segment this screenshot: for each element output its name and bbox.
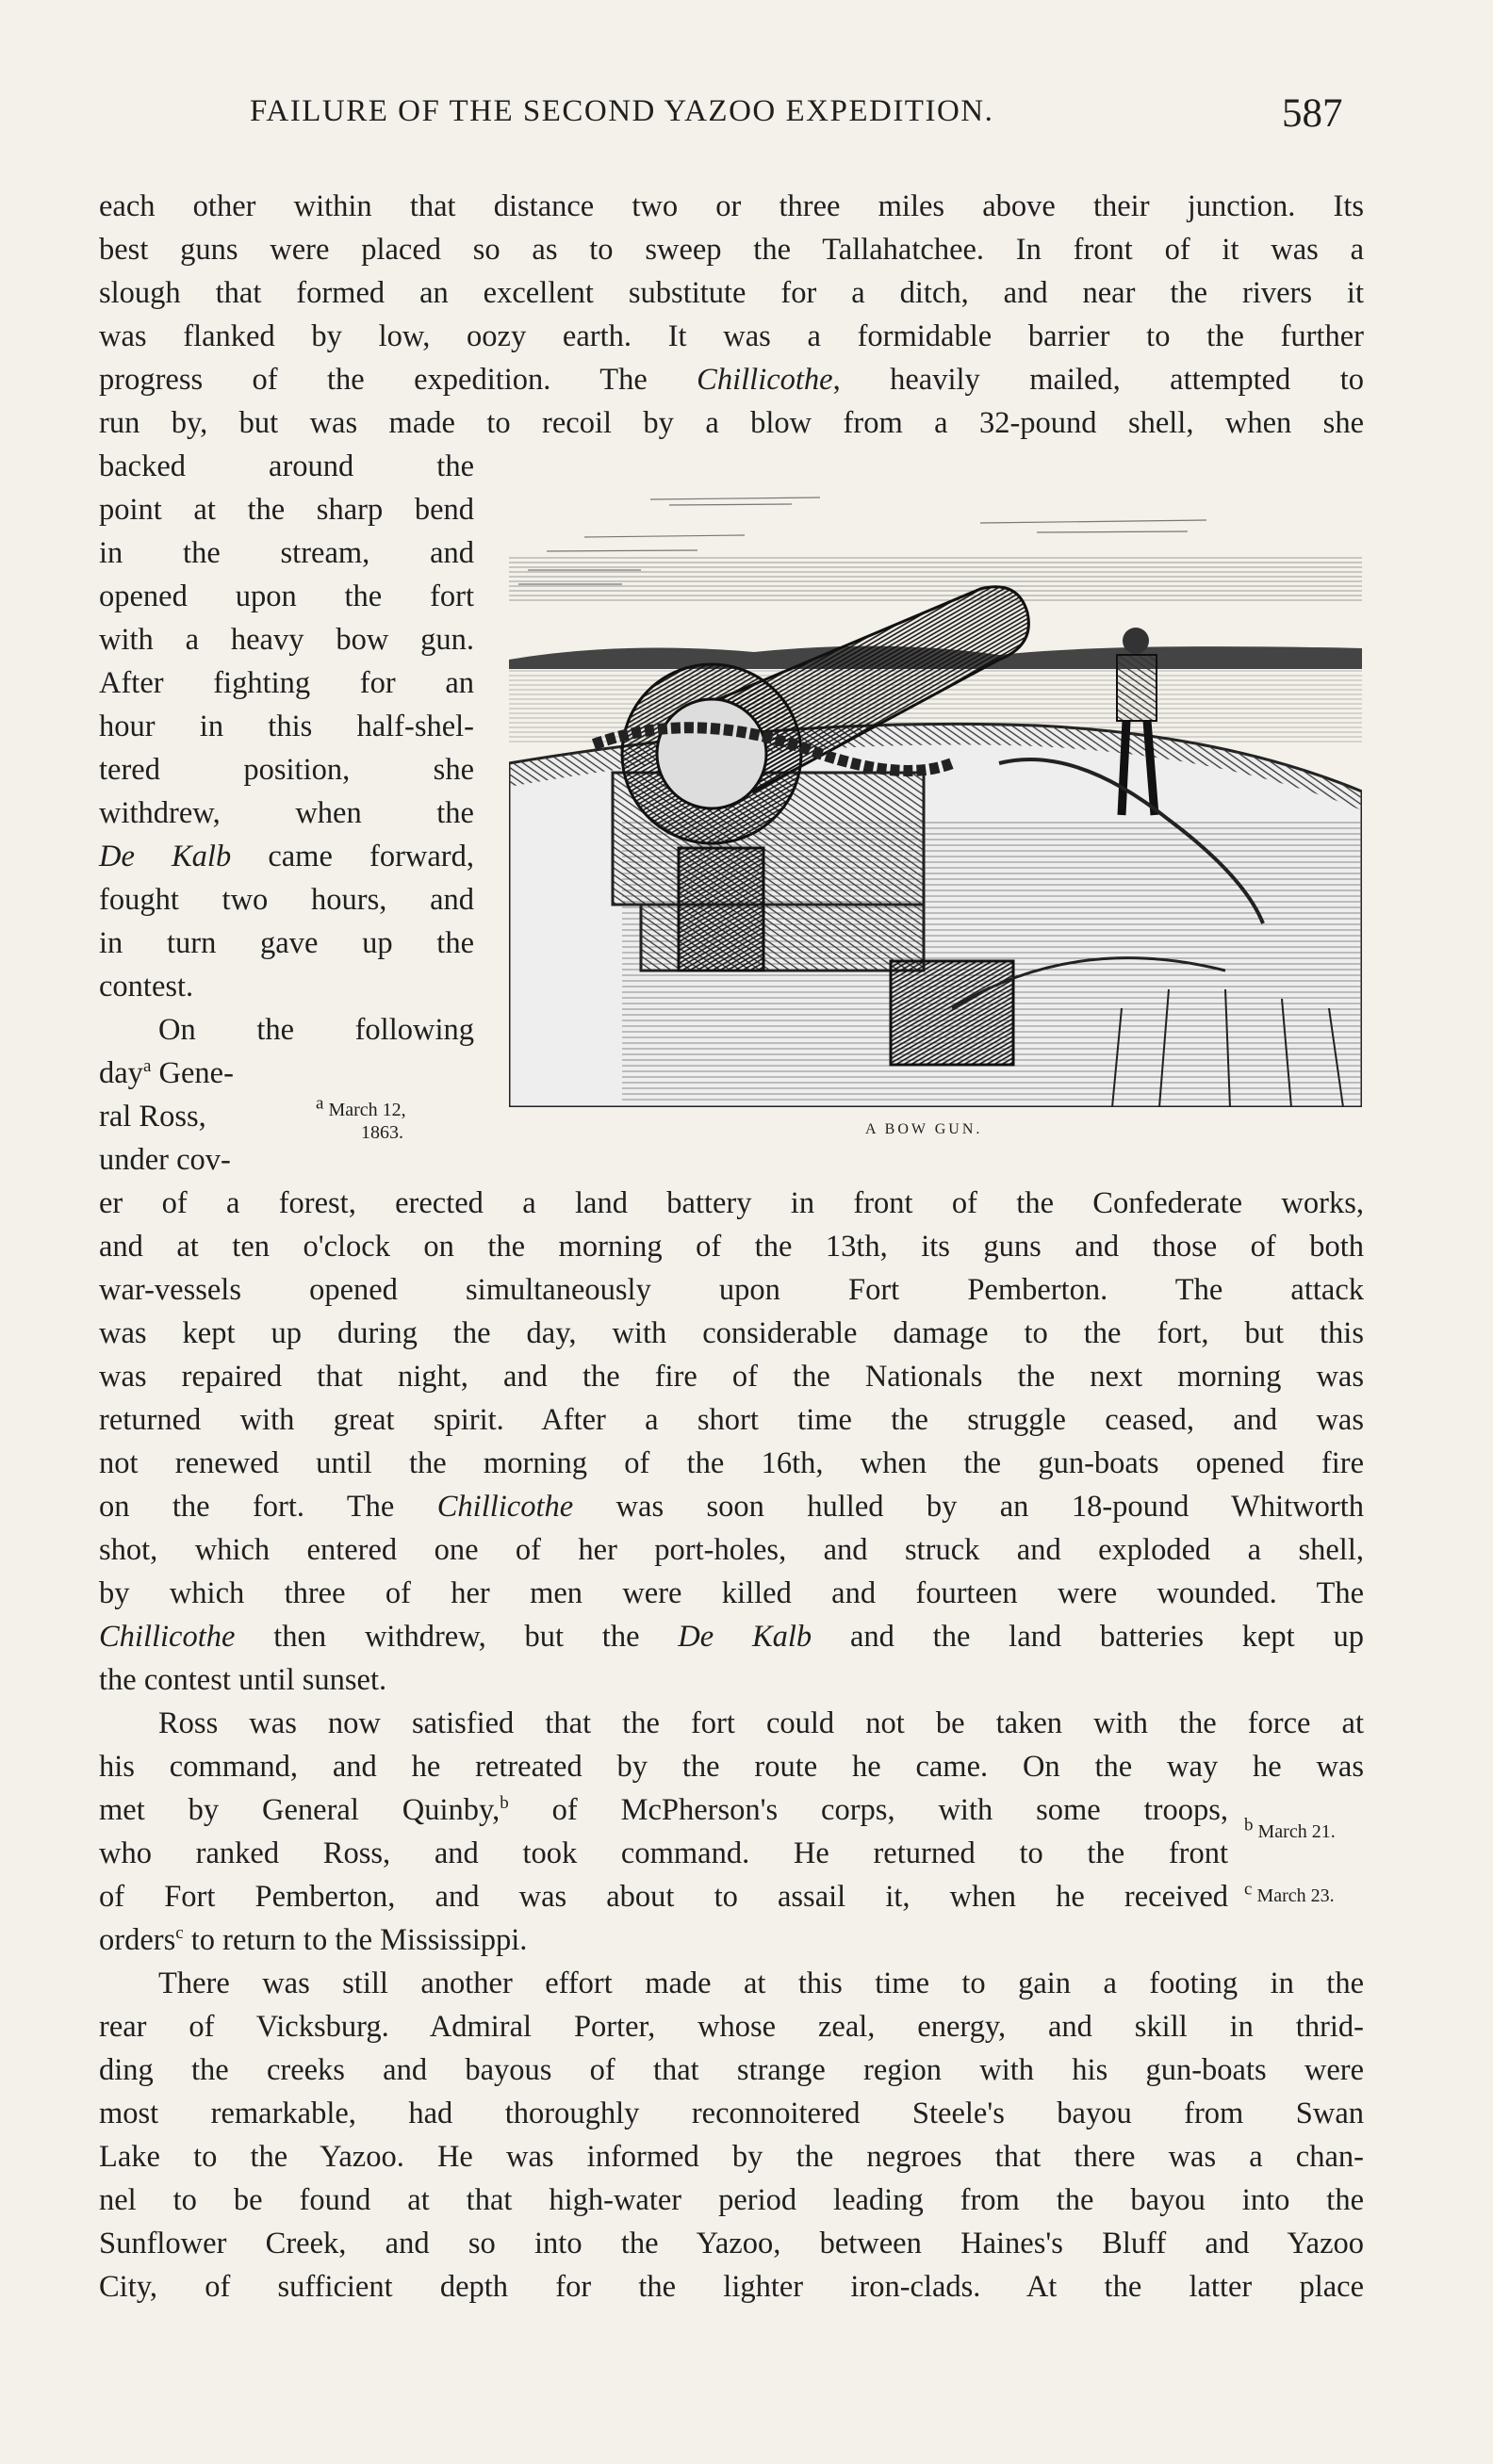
footnote-mark: b [500, 1793, 509, 1814]
margin-note-text: March 21. [1257, 1821, 1336, 1842]
text-line: fought two hours, and [99, 883, 474, 917]
text-line [99, 358, 1364, 401]
ship-name: Chillicothe [436, 1490, 574, 1524]
margin-note-text: 1863. [361, 1122, 403, 1143]
text-run: , heavily mailed, attempted to [832, 363, 1364, 397]
text-line: contest. [99, 970, 194, 1004]
text-line: the contest until sunset. [99, 1663, 387, 1697]
text-line: Ross was now satisfied that the fort could not be taken with the force at [158, 1706, 1364, 1740]
text-line: most remarkable, had thoroughly reconnoitered Steele's bayou from Swan [99, 2097, 1364, 2130]
footnote-mark: c [1244, 1879, 1253, 1900]
text-line: each other within that distance two or three miles above their junction. Its [99, 189, 1364, 223]
bow-gun-illustration [509, 481, 1362, 1107]
text-line: his command, and he retreated by the route he came. On the way he was [99, 1750, 1364, 1784]
ship-name: Chillicothe [697, 363, 833, 397]
text-line: was kept up during the day, with considerable damage to the fort, but this [99, 1316, 1364, 1350]
text-line: best guns were placed so as to sweep the Tallahatchee. In front of it was a [99, 233, 1364, 267]
ship-name: De Kalb [678, 1620, 812, 1654]
text-line: in the stream, and [99, 536, 474, 570]
text-run: orders [99, 1923, 176, 1957]
ship-name: Chillicothe [99, 1620, 236, 1654]
text-line: hour in this half-shel- [99, 710, 474, 743]
text-line [99, 1052, 325, 1095]
page-number: 587 [1282, 91, 1343, 136]
footnote-mark: b [1244, 1815, 1254, 1836]
text-run: on the fort. The [99, 1490, 395, 1524]
text-line [99, 1615, 1364, 1658]
text-line: under cov- [99, 1143, 231, 1177]
text-line: tered position, she [99, 753, 474, 787]
text-line: and at ten o'clock on the morning of the 13th, its guns and those of both [99, 1230, 1364, 1264]
footnote-mark: c [175, 1923, 184, 1944]
text-line: rear of Vicksburg. Admiral Porter, whose zeal, energy, and skill in thrid- [99, 2010, 1364, 2044]
margin-note-date [1244, 1879, 1335, 1907]
margin-note-text: March 12, [328, 1100, 406, 1120]
text-run: met by General Quinby, [99, 1793, 500, 1827]
text-line: in turn gave up the [99, 926, 474, 960]
text-run: then withdrew, but the [235, 1620, 640, 1654]
text-line: who ranked Ross, and took command. He returned to the front [99, 1836, 1228, 1870]
text-line: slough that formed an excellent substitute for a ditch, and near the rivers it [99, 276, 1364, 310]
text-line: There was still another effort made at this time to gain a footing in the [158, 1966, 1364, 2000]
text-line: backed around the [99, 449, 474, 483]
running-title: FAILURE OF THE SECOND YAZOO EXPEDITION. [250, 94, 994, 128]
text-line [99, 1918, 1364, 1962]
text-run: to return to the Mississippi. [183, 1923, 528, 1957]
text-line: with a heavy bow gun. [99, 623, 474, 657]
footnote-mark: a [142, 1056, 152, 1077]
text-line: shot, which entered one of her port-holes, and struck and exploded a shell, [99, 1533, 1364, 1567]
text-run: was soon hulled by an 18-pound Whitworth [573, 1490, 1364, 1524]
text-line [99, 835, 474, 878]
figure-caption: A BOW GUN. [865, 1121, 983, 1137]
ship-name: De Kalb [99, 840, 232, 873]
text-line: withdrew, when the [99, 796, 474, 830]
text-run: came forward, [231, 840, 474, 873]
margin-note-date [1244, 1815, 1336, 1843]
text-line [99, 1485, 1364, 1528]
text-line: point at the sharp bend [99, 493, 474, 527]
text-line: opened upon the fort [99, 579, 474, 613]
margin-note-date [316, 1093, 406, 1144]
text-run: progress of the expedition. The [99, 363, 648, 397]
text-line: of Fort Pemberton, and was about to assail it, when he received [99, 1880, 1228, 1914]
text-line: City, of sufficient depth for the lighter iron-clads. At the latter place [99, 2270, 1364, 2304]
text-line: ding the creeks and bayous of that strange region with his gun-boats were [99, 2053, 1364, 2087]
running-header [250, 91, 1381, 136]
text-line: not renewed until the morning of the 16th, when the gun-boats opened fire [99, 1446, 1364, 1480]
text-run: Gene- [151, 1056, 234, 1090]
text-line: On the following [158, 1013, 474, 1047]
text-line: was repaired that night, and the fire of the Nationals the next morning was [99, 1360, 1364, 1394]
footnote-mark: a [316, 1093, 324, 1114]
text-line: by which three of her men were killed and fourteen were wounded. The [99, 1576, 1364, 1610]
text-line: er of a forest, erected a land battery in front of the Confederate works, [99, 1186, 1364, 1220]
text-line: ral Ross, [99, 1100, 206, 1134]
text-line [99, 1788, 1228, 1832]
margin-note-text: March 23. [1256, 1885, 1335, 1906]
text-run: and the land batteries kept up [812, 1620, 1364, 1654]
text-run: day [99, 1056, 143, 1090]
text-line: Sunflower Creek, and so into the Yazoo, between Haines's Bluff and Yazoo [99, 2227, 1364, 2260]
text-line: returned with great spirit. After a short time the struggle ceased, and was [99, 1403, 1364, 1437]
text-line: war-vessels opened simultaneously upon Fort Pemberton. The attack [99, 1273, 1364, 1307]
text-run: of McPherson's corps, with some troops, [508, 1793, 1228, 1827]
text-line: After fighting for an [99, 666, 474, 700]
text-line: was flanked by low, oozy earth. It was a formidable barrier to the further [99, 319, 1364, 353]
text-line: nel to be found at that high-water period leading from the bayou into the [99, 2183, 1364, 2217]
text-line: Lake to the Yazoo. He was informed by the negroes that there was a chan- [99, 2140, 1364, 2174]
text-line: run by, but was made to recoil by a blow from a 32-pound shell, when she [99, 406, 1364, 440]
